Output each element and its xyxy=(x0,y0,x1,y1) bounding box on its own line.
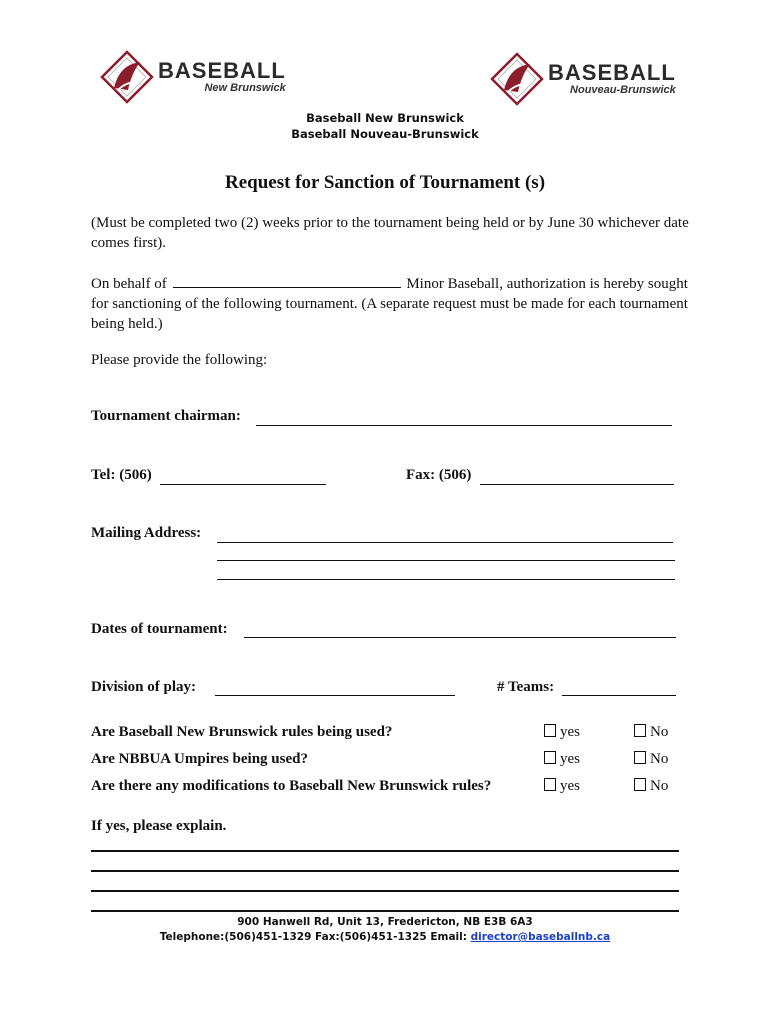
explain-label: If yes, please explain. xyxy=(91,818,227,834)
mailing-field-line2[interactable] xyxy=(217,560,675,561)
modifications-no[interactable]: No xyxy=(634,778,668,795)
checkbox-icon[interactable] xyxy=(544,751,556,764)
dates-field[interactable] xyxy=(244,637,676,638)
division-label: Division of play: xyxy=(91,679,197,695)
intro-text: (Must be completed two (2) weeks prior to the tournament being held or by June 30 whichever date comes first). xyxy=(91,215,689,251)
umpires-no[interactable]: No xyxy=(634,751,668,768)
question-rules-used: Are Baseball New Brunswick rules being used? xyxy=(91,724,393,740)
behalf-paragraph xyxy=(91,273,691,334)
rules-used-no[interactable]: No xyxy=(634,724,668,741)
chairman-label: Tournament chairman: xyxy=(91,408,241,424)
explain-field-line2[interactable] xyxy=(91,870,679,872)
mailing-field-line1[interactable] xyxy=(217,542,673,543)
explain-field-line3[interactable] xyxy=(91,890,679,892)
question-umpires: Are NBBUA Umpires being used? xyxy=(91,751,308,767)
tel-field[interactable] xyxy=(160,484,326,485)
baseball-diamond-logo-icon xyxy=(100,50,154,104)
mailing-label: Mailing Address: xyxy=(91,525,202,541)
logo-baseball-nouveau-brunswick xyxy=(490,52,676,106)
page-title: Request for Sanction of Tournament (s) xyxy=(224,172,546,193)
umpires-yes[interactable]: yes xyxy=(544,751,580,768)
rules-used-yes[interactable]: yes xyxy=(544,724,580,741)
modifications-yes[interactable]: yes xyxy=(544,778,580,795)
checkbox-icon[interactable] xyxy=(634,778,646,791)
org-name-en: Baseball New Brunswick xyxy=(306,111,464,125)
behalf-suffix: Minor Baseball, authorization is hereby xyxy=(406,276,645,292)
checkbox-icon[interactable] xyxy=(544,778,556,791)
teams-field[interactable] xyxy=(562,695,676,696)
checkbox-icon[interactable] xyxy=(634,751,646,764)
dates-label: Dates of tournament: xyxy=(91,621,228,637)
logo-sub: New Brunswick xyxy=(204,82,286,94)
division-field[interactable] xyxy=(215,695,455,696)
checkbox-icon[interactable] xyxy=(544,724,556,737)
explain-field-line1[interactable] xyxy=(91,850,679,852)
please-text: Please provide the following: xyxy=(91,352,268,368)
behalf-prefix: On behalf of xyxy=(91,276,167,292)
fax-field[interactable] xyxy=(480,484,674,485)
email-link[interactable]: director@baseballnb.ca xyxy=(470,931,611,943)
logo-word: BASEBALL xyxy=(548,60,676,85)
behalf-rest: sought for sanctioning of the following tournament. (A separate request must be made for each tournament being held.) xyxy=(91,276,688,332)
logo-sub: Nouveau-Brunswick xyxy=(570,84,676,96)
tel-label: Tel: (506) xyxy=(91,467,152,483)
org-name-fr: Baseball Nouveau-Brunswick xyxy=(291,127,479,141)
logo-baseball-nb xyxy=(100,50,286,104)
baseball-diamond-logo-icon xyxy=(490,52,544,106)
logo-word: BASEBALL xyxy=(158,58,286,83)
checkbox-icon[interactable] xyxy=(634,724,646,737)
question-modifications: Are there any modifications to Baseball New Brunswick rules? xyxy=(91,778,492,794)
mailing-field-line3[interactable] xyxy=(217,579,675,580)
footer-address: 900 Hanwell Rd, Unit 13, Fredericton, NB E3B 6A3 xyxy=(237,916,533,928)
chairman-field[interactable] xyxy=(256,425,672,426)
footer-contact xyxy=(0,930,770,945)
teams-label: # Teams: xyxy=(497,679,555,695)
footer-contact-text: Telephone:(506)451-1329 Fax:(506)451-1325 Email: xyxy=(159,931,467,943)
association-name-field[interactable] xyxy=(173,273,401,288)
fax-label: Fax: (506) xyxy=(406,467,472,483)
explain-field-line4[interactable] xyxy=(91,910,679,912)
